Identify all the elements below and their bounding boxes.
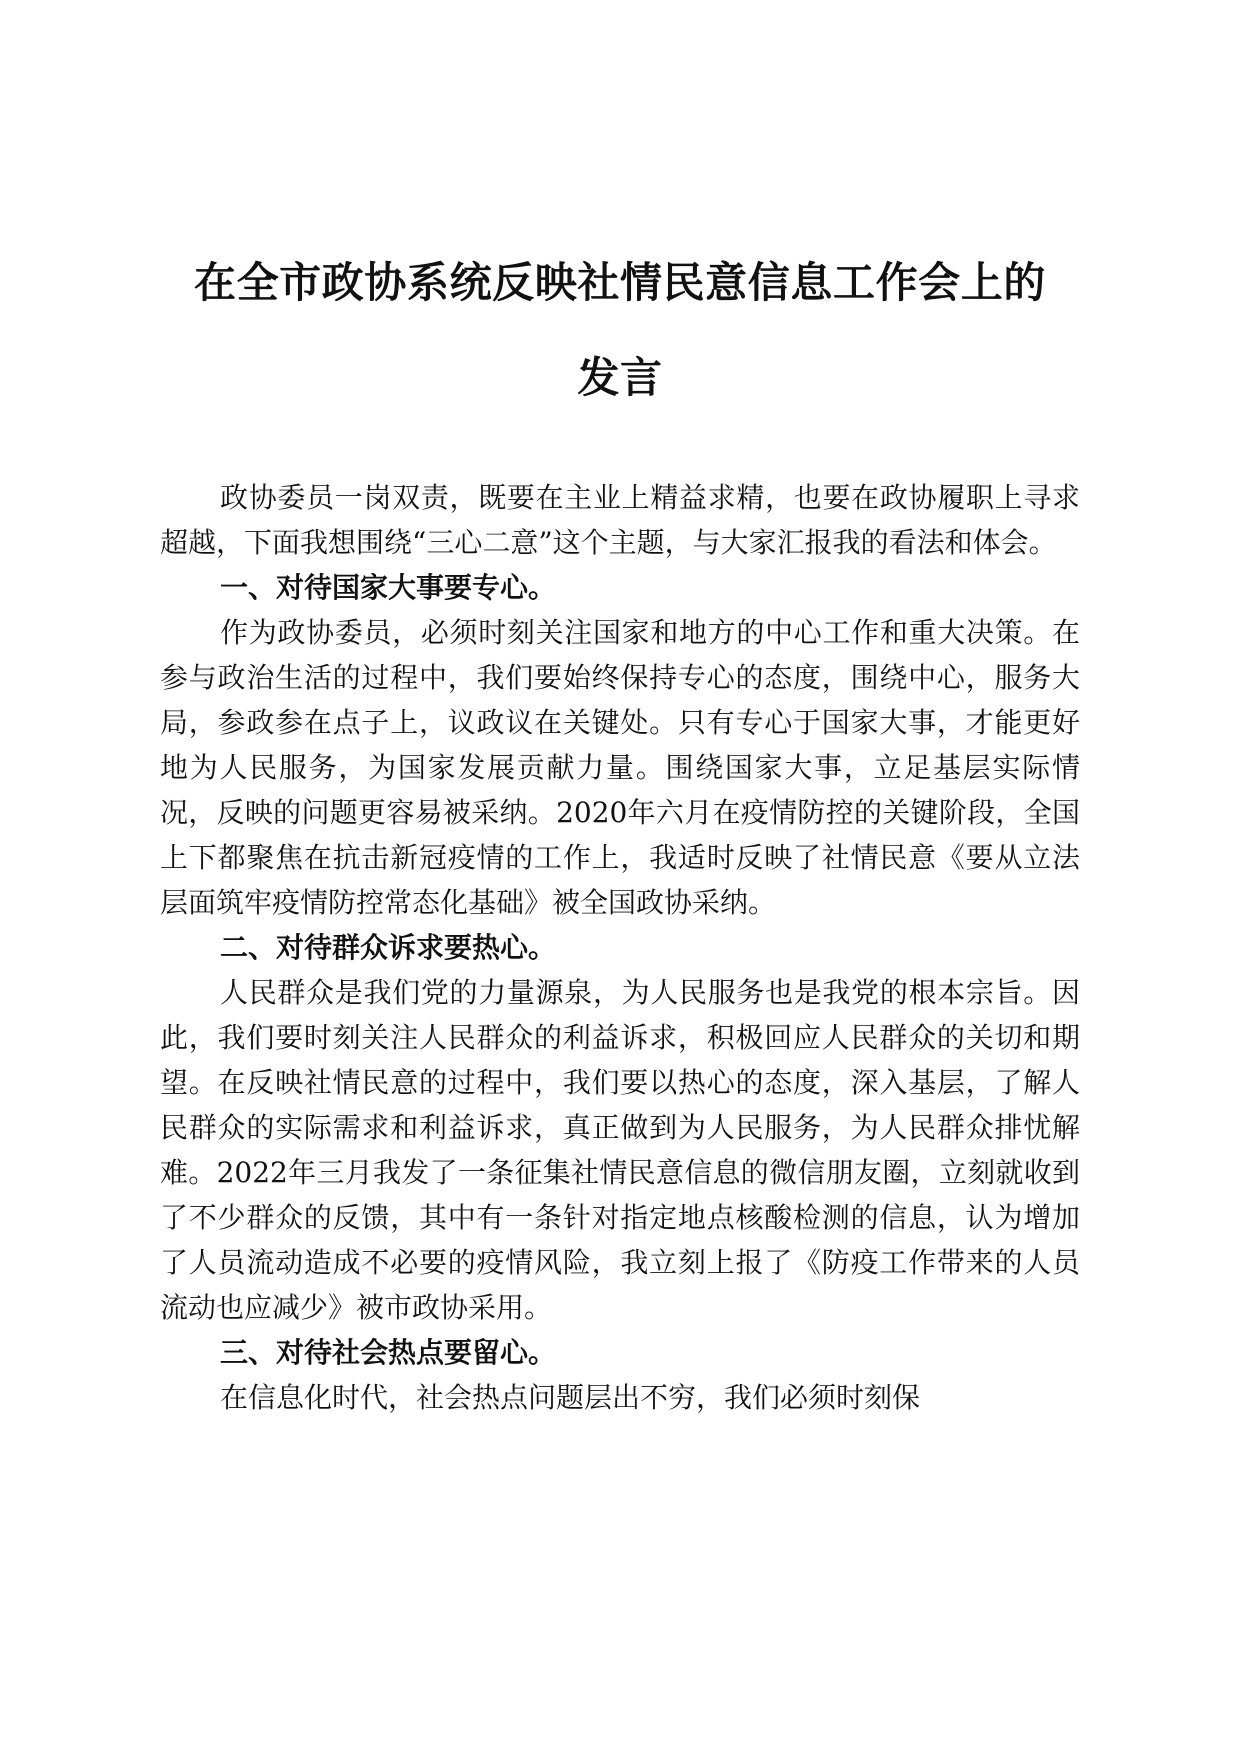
section-3-heading: 三、对待社会热点要留心。 — [220, 1336, 557, 1369]
section-2-heading: 二、对待群众诉求要热心。 — [220, 931, 557, 964]
page-title-line-1: 在全市政协系统反映社情民意信息工作会上的 — [193, 258, 1046, 307]
document-body — [160, 475, 1080, 1420]
section-3-paragraph: 在信息化时代，社会热点问题层出不穷，我们必须时刻保 — [220, 1381, 921, 1414]
section-1-heading: 一、对待国家大事要专心。 — [220, 571, 557, 604]
page-title-line-2: 发言 — [577, 353, 663, 402]
intro-paragraph: 政协委员一岗双责，既要在主业上精益求精，也要在政协履职上寻求超越，下面我想围绕“三心二意”这个主题，与大家汇报我的看法和体会。 — [160, 481, 1080, 559]
section-2-paragraph: 人民群众是我们党的力量源泉，为人民服务也是我党的根本宗旨。因此，我们要时刻关注人民群众的利益诉求，积极回应人民群众的关切和期望。在反映社情民意的过程中，我们要以热心的态度，深入基层，了解人民群众的实际需求和利益诉求，真正做到为人民服务，为人民群众排忧解难。2022年三月我发了一条征集社情民意信息的微信朋友圈，立刻就收到了不少群众的反馈，其中有一条针对指定地点核酸检测的信息，认为增加了人员流动造成不必要的疫情风险，我立刻上报了《防疫工作带来的人员流动也应减少》被市政协采用。 — [160, 976, 1080, 1324]
section-1-paragraph: 作为政协委员，必须时刻关注国家和地方的中心工作和重大决策。在参与政治生活的过程中，我们要始终保持专心的态度，围绕中心，服务大局，参政参在点子上，议政议在关键处。只有专心于国家大事，才能更好地为人民服务，为国家发展贡献力量。围绕国家大事，立足基层实际情况，反映的问题更容易被采纳。2020年六月在疫情防控的关键阶段，全国上下都聚焦在抗击新冠疫情的工作上，我适时反映了社情民意《要从立法层面筑牢疫情防控常态化基础》被全国政协采纳。 — [160, 616, 1080, 919]
